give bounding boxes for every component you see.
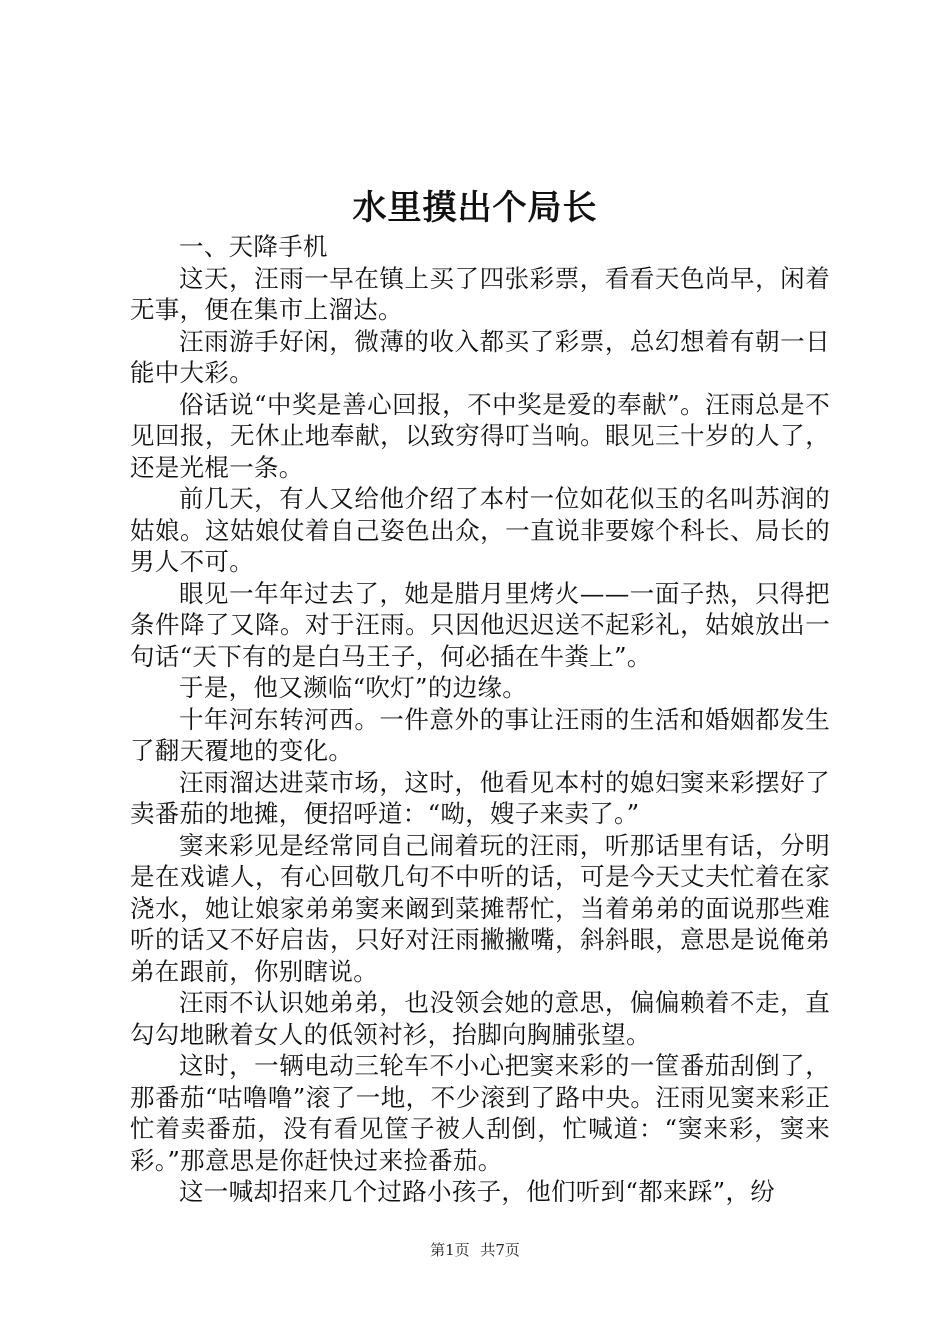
paragraph: 汪雨不认识她弟弟，也没领会她的意思，偏偏赖着不走，直勾勾地瞅着女人的低领衬衫，抬脚向胸脯张望。: [130, 988, 830, 1049]
paragraph: 十年河东转河西。一件意外的事让汪雨的生活和婚姻都发生了翻天覆地的变化。: [130, 704, 830, 765]
paragraph: 这一喊却招来几个过路小孩子，他们听到“都来踩”，纷: [179, 1177, 776, 1206]
page-footer: [0, 1240, 950, 1260]
paragraph: 窦来彩见是经常同自己闹着玩的汪雨，听那话里有话，分明是在戏谑人，有心回敬几句不中听的话，可是今天丈夫忙着在家浇水，她让娘家弟弟窦来阚到菜摊帮忙，当着弟弟的面说那些难听的话又不好启齿，只好对汪雨撇撇嘴，斜斜眼，意思是说俺弟弟在跟前，你别瞎说。: [130, 830, 830, 986]
paragraph: 于是，他又濒临“吹灯”的边缘。: [179, 673, 528, 702]
page-number: 第1页: [430, 1241, 470, 1259]
paragraph: 前几天，有人又给他介绍了本村一位如花似玉的名叫苏润的姑娘。这姑娘仗着自己姿色出众，一直说非要嫁个科长、局长的男人不可。: [130, 484, 830, 576]
paragraph: 俗话说“中奖是善心回报，不中奖是爱的奉献”。汪雨总是不见回报，无休止地奉献，以致穷得叮当响。眼见三十岁的人了，还是光棍一条。: [130, 389, 830, 482]
section-heading: 一、天降手机: [179, 232, 328, 261]
paragraph: 这天，汪雨一早在镇上买了四张彩票，看看天色尚早，闲着无事，便在集市上溜达。: [130, 263, 830, 324]
document-body: [130, 231, 830, 1208]
paragraph: 眼见一年年过去了，她是腊月里烤火——一面子热，只得把条件降了又降。对于汪雨。只因他迟迟送不起彩礼，姑娘放出一句话“天下有的是白马王子，何必插在牛粪上”。: [130, 578, 830, 671]
paragraph: 汪雨游手好闲，微薄的收入都买了彩票，总幻想着有朝一日能中大彩。: [130, 326, 830, 387]
document-title: 水里摸出个局长: [352, 188, 598, 228]
paragraph: 这时，一辆电动三轮车不小心把窦来彩的一筐番茄刮倒了，那番茄“咕噜噜”滚了一地，不少滚到了路中央。汪雨见窦来彩正忙着卖番茄，没有看见筐子被人刮倒，忙喊道：“窦来彩，窦来彩。”那意思是你赶快过来捡番茄。: [130, 1051, 831, 1175]
page-total: 共7页: [480, 1241, 520, 1259]
paragraph: 汪雨溜达进菜市场，这时，他看见本村的媳妇窦来彩摆好了卖番茄的地摊，便招呼道：“呦，嫂子来卖了。”: [130, 767, 830, 828]
